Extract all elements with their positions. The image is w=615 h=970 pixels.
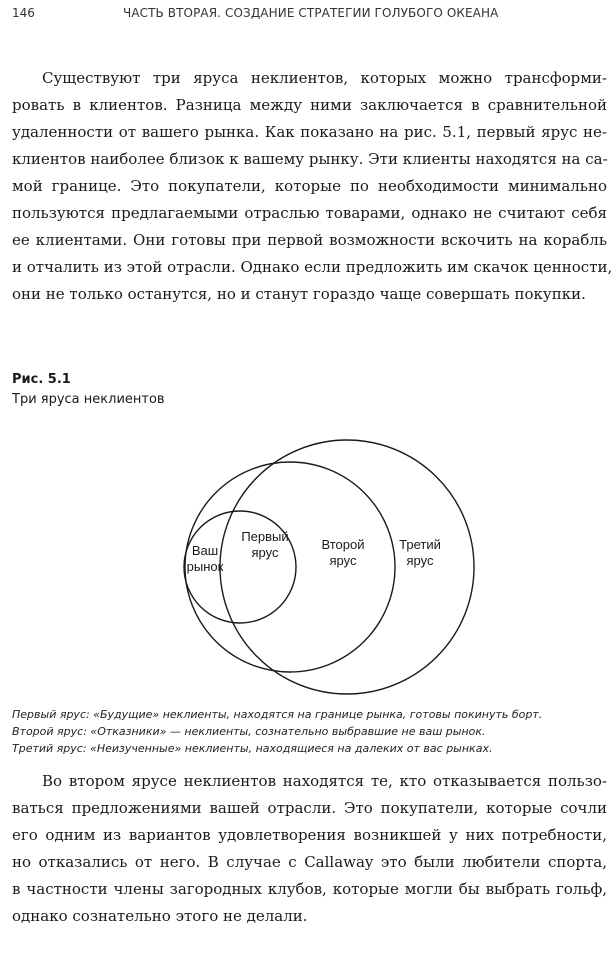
caption-line: Второй ярус: «Отказники» — неклиенты, сознательно выбравшие не ваш рынок. bbox=[12, 725, 486, 738]
tier1-label-line2: ярус bbox=[251, 545, 279, 560]
text-line: Во втором ярусе неклиентов находятся те, кто отказывается пользо- bbox=[42, 772, 607, 790]
text-line: его одним из вариантов удовлетворения возникшей у них потребности, bbox=[12, 826, 607, 844]
market-label-line2: рынок bbox=[186, 559, 224, 574]
text-line: удаленности от вашего рынка. Как показано на рис. 5.1, первый ярус не- bbox=[12, 123, 607, 141]
tier3-label-line1: Третий bbox=[399, 537, 441, 552]
caption-line: Первый ярус: «Будущие» неклиенты, находятся на границе рынка, готовы покинуть борт. bbox=[12, 708, 543, 721]
market-label-line1: Ваш bbox=[191, 543, 219, 558]
text-line: Существуют три яруса неклиентов, которых можно трансформи- bbox=[42, 69, 607, 87]
figure-label: Рис. 5.1 bbox=[12, 372, 71, 387]
tier2-label-line1: Второй bbox=[321, 537, 365, 552]
text-line: однако сознательно этого не делали. bbox=[12, 907, 308, 925]
running-head: ЧАСТЬ ВТОРАЯ. СОЗДАНИЕ СТРАТЕГИИ ГОЛУБОГО ОКЕАНА bbox=[123, 6, 499, 20]
text-line: клиентов наиболее близок к вашему рынку. Эти клиенты находятся на са- bbox=[12, 150, 608, 168]
text-line: в частности члены загородных клубов, которые могли бы выбрать гольф, bbox=[12, 880, 607, 898]
figure-title: Три яруса неклиентов bbox=[12, 392, 165, 407]
text-line: но отказались от него. В случае с Callaway это были любители спорта, bbox=[12, 853, 607, 871]
tier2-label-line2: ярус bbox=[329, 553, 357, 568]
text-line: они не только останутся, но и станут гораздо чаще совершать покупки. bbox=[12, 285, 586, 303]
caption-line: Третий ярус: «Неизученные» неклиенты, находящиеся на далеких от вас рынках. bbox=[12, 742, 493, 755]
paragraph-2 bbox=[12, 768, 607, 930]
text-line: мой границе. Это покупатели, которые по необходимости минимально bbox=[12, 177, 607, 195]
figure-caption bbox=[12, 706, 612, 757]
tier3-label-line2: ярус bbox=[406, 553, 434, 568]
text-line: и отчалить из этой отрасли. Однако если предложить им скачок ценности, bbox=[12, 258, 613, 276]
text-line: ровать в клиентов. Разница между ними заключается в сравнительной bbox=[12, 96, 607, 114]
page-number: 146 bbox=[12, 6, 35, 20]
text-line: ваться предложениями вашей отрасли. Это покупатели, которые сочли bbox=[12, 799, 607, 817]
tier1-label-line1: Первый bbox=[241, 529, 289, 544]
text-line: пользуются предлагаемыми отраслью товарами, однако не считают себя bbox=[12, 204, 607, 222]
text-line: ее клиентами. Они готовы при первой возможности вскочить на корабль bbox=[12, 231, 607, 249]
